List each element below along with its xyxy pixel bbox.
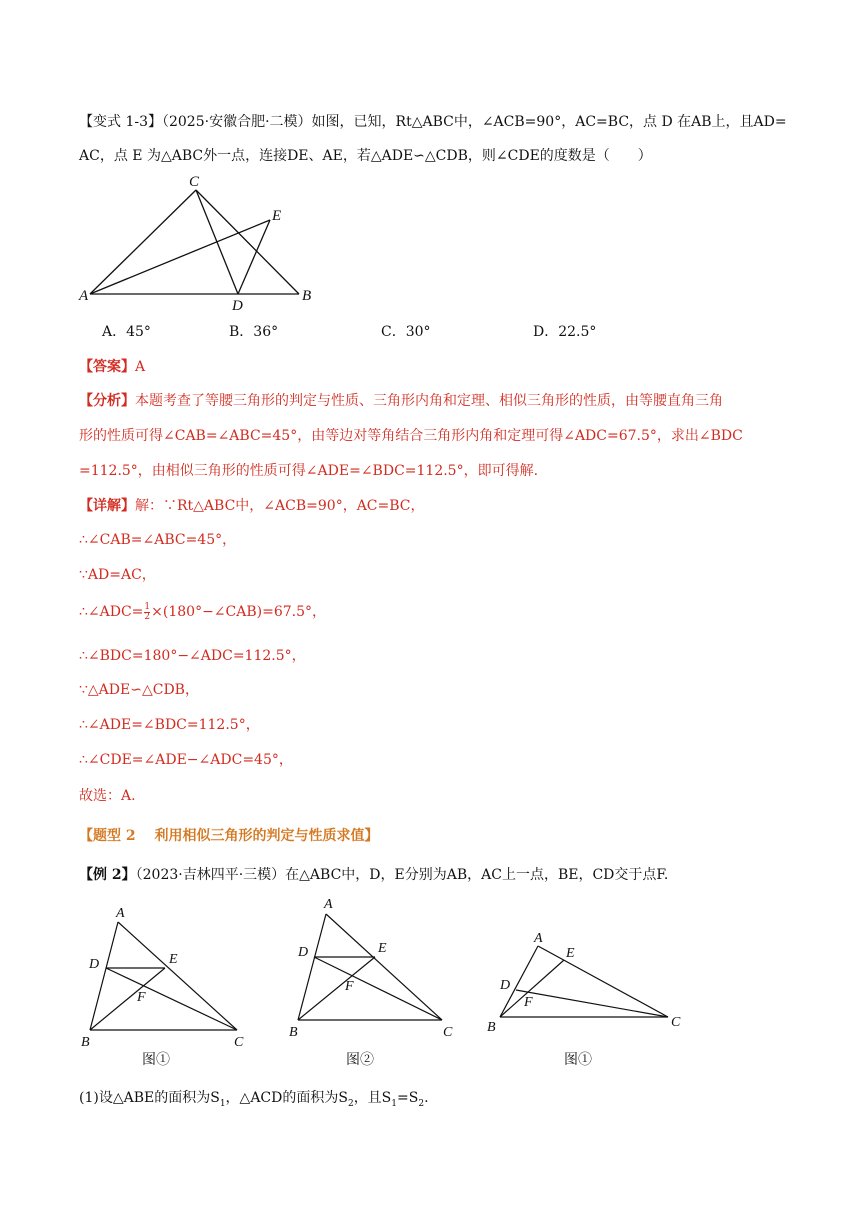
- answer-line: [79, 357, 828, 377]
- figure-caption-3: 图①: [564, 1052, 592, 1068]
- triangle-figure-c: [482, 920, 692, 1040]
- triangle-figure-b: [284, 890, 464, 1040]
- fraction-denominator: 2: [144, 611, 151, 622]
- analysis-line-2: [79, 426, 828, 446]
- answer-label: 【答案】: [79, 359, 135, 375]
- fig-c-label-C: C: [671, 1015, 681, 1030]
- fig-a-label-C: C: [234, 1035, 244, 1050]
- analysis-label: 【分析】: [79, 393, 135, 409]
- problem-text-1: 【变式 1-3】（2025·安徽合肥·二模）如图，已知，Rt△ABC中，∠ACB=90°，AC=BC，点 D 在AB上，且AD=: [79, 114, 787, 130]
- label-D: D: [232, 298, 243, 314]
- q1-post: ，且S: [353, 1090, 392, 1106]
- detail-step-1: ∴∠CAB=∠ABC=45°，: [79, 532, 237, 548]
- detail-step-8: 故选：A.: [79, 788, 136, 804]
- option-b[interactable]: B．36°: [229, 324, 279, 340]
- triangle-figure-1: [76, 170, 326, 315]
- fig-b-label-E: E: [378, 941, 387, 956]
- option-d[interactable]: D．22.5°: [533, 324, 597, 340]
- fig-a-label-F: F: [137, 990, 146, 1005]
- section-title: 【题型 2 利用相似三角形的判定与性质求值】: [79, 828, 379, 844]
- fig-b-label-A: A: [324, 897, 333, 912]
- fig-b-label-B: B: [289, 1025, 298, 1040]
- example-text: （2023·吉林四平·三模）在△ABC中，D，E分别为AB，AC上一点，BE，CD交于点F.: [135, 867, 669, 883]
- label-C: C: [189, 174, 200, 190]
- detail-label: 【详解】: [79, 498, 135, 514]
- option-c[interactable]: C．30°: [381, 324, 431, 340]
- fig-b-label-F: F: [345, 979, 354, 994]
- label-E: E: [272, 208, 282, 224]
- triangle-figure-a: [76, 900, 256, 1050]
- fig-b-label-C: C: [443, 1025, 453, 1040]
- q1-sub-4: 2: [418, 1098, 425, 1109]
- detail-step-5: ∵△ADE∽△CDB，: [79, 682, 199, 698]
- detail-step-7: ∴∠CDE=∠ADE−∠ADC=45°，: [79, 752, 293, 768]
- analysis-line-3: [79, 461, 828, 481]
- q1-mid: ，△ACD的面积为S: [225, 1090, 348, 1106]
- analysis-text-3: =112.5°，由相似三角形的性质可得∠ADE=∠BDC=112.5°，即可得解.: [79, 463, 539, 479]
- figure-caption-1: 图①: [142, 1052, 170, 1068]
- q1-sub-3: 1: [391, 1098, 398, 1109]
- analysis-text-2: 形的性质可得∠CAB=∠ABC=45°，由等边对等角结合三角形内角和定理可得∠ADC=67.5°，求出∠BDC: [79, 428, 743, 444]
- fig-c-label-F: F: [524, 995, 533, 1010]
- q1-pre: (1)设△ABE的面积为S: [79, 1090, 220, 1106]
- analysis-line-1: [79, 391, 828, 411]
- answer-value: A: [135, 359, 146, 375]
- detail-line-1: [79, 496, 828, 516]
- fig-c-label-A: A: [534, 931, 543, 946]
- detail-first: 解：∵Rt△ABC中，∠ACB=90°，AC=BC，: [135, 498, 425, 514]
- detail-step-3-head: ∴∠ADC=: [79, 604, 144, 620]
- example-label: 【例 2】: [79, 867, 136, 883]
- question-1: [79, 1088, 828, 1114]
- analysis-text-1: 本题考查了等腰三角形的判定与性质、三角形内角和定理、相似三角形的性质，由等腰直角三角: [135, 393, 723, 409]
- problem-line-1: [79, 112, 828, 132]
- label-B: B: [302, 288, 312, 304]
- fig-a-label-B: B: [81, 1035, 90, 1050]
- q1-sub-2: 2: [347, 1098, 354, 1109]
- fig-c-label-B: B: [487, 1020, 496, 1035]
- detail-step-3-tail: ×(180°−∠CAB)=67.5°，: [151, 604, 327, 620]
- detail-step-4: ∴∠BDC=180°−∠ADC=112.5°，: [79, 648, 306, 664]
- detail-step-6: ∴∠ADE=∠BDC=112.5°，: [79, 717, 260, 733]
- detail-step-2: ∵AD=AC，: [79, 567, 156, 583]
- detail-step-3: [79, 602, 828, 622]
- q1-end: .: [424, 1090, 429, 1106]
- label-A: A: [79, 288, 89, 304]
- fraction-half: [144, 603, 150, 622]
- q1-eq: =S: [397, 1090, 419, 1106]
- fig-b-label-D: D: [298, 945, 309, 960]
- figure-caption-2: 图②: [346, 1052, 374, 1068]
- fig-c-label-D: D: [500, 978, 511, 993]
- option-a[interactable]: A．45°: [102, 324, 151, 340]
- fig-a-label-A: A: [116, 906, 125, 921]
- fig-c-label-E: E: [566, 946, 575, 961]
- problem-line-2: [79, 146, 828, 166]
- problem-text-2: AC，点 E 为△ABC外一点，连接DE、AE，若△ADE∽△CDB，则∠CDE的度数是（ ）: [79, 148, 652, 164]
- fig-a-label-D: D: [89, 957, 100, 972]
- q1-sub-1: 1: [219, 1098, 226, 1109]
- fraction-numerator: 1: [144, 601, 151, 612]
- fig-a-label-E: E: [169, 952, 178, 967]
- example-line: [79, 865, 828, 885]
